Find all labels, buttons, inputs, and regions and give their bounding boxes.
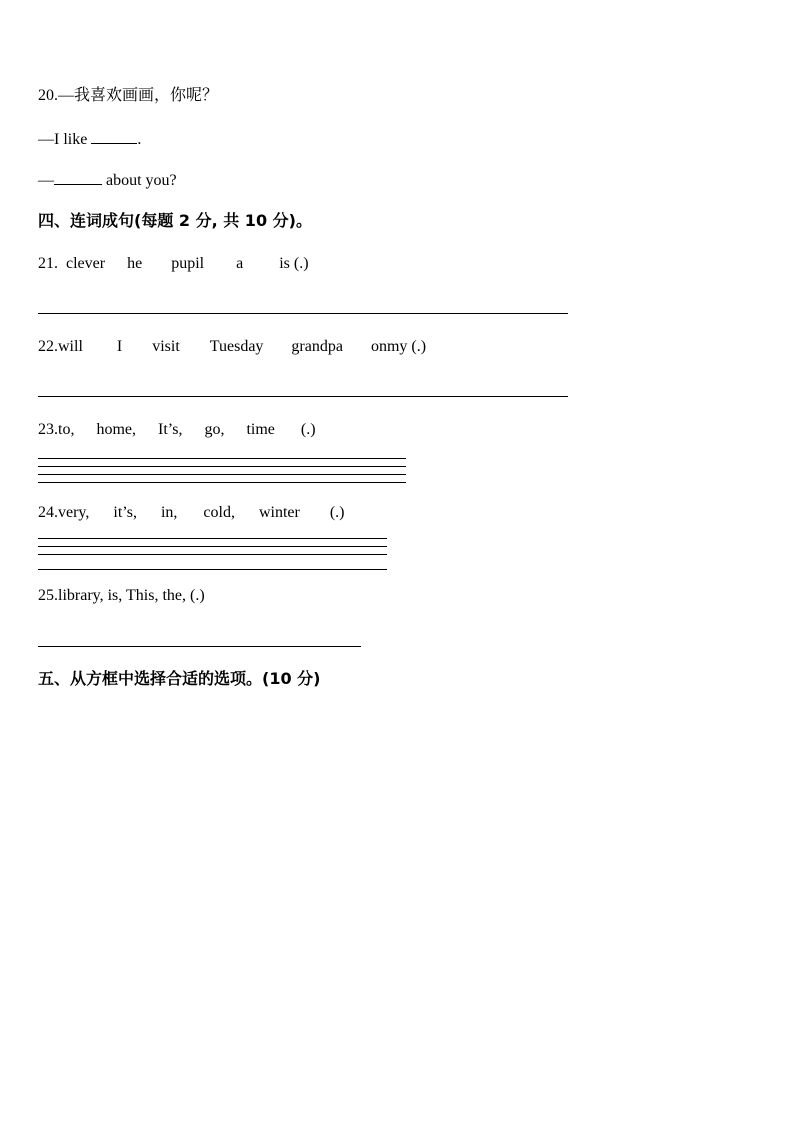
q20-prompt-text: 20.—我喜欢画画，你呢？ [38, 87, 219, 104]
q25-words [38, 586, 205, 606]
q23-answer-line[interactable] [38, 466, 406, 467]
q20-line1-suffix: . [137, 131, 142, 148]
q24-answer-line[interactable] [38, 554, 387, 555]
q23-word: go, [204, 421, 225, 438]
q24-answer-line[interactable] [38, 569, 387, 570]
q24-word: it’s, [113, 504, 137, 521]
q21-word: he [127, 255, 143, 272]
q21-word: is (.) [279, 255, 309, 272]
q22-number: 22. [38, 338, 58, 355]
q24-word: cold, [203, 504, 235, 521]
q25-answer-line[interactable] [38, 646, 361, 647]
q24-answer-line[interactable] [38, 546, 387, 547]
section-5-heading-text: 五、从方框中选择合适的选项。(10 分) [38, 669, 321, 688]
q20-line1 [38, 129, 141, 150]
q24-answer-line[interactable] [38, 538, 387, 539]
q20-prompt [38, 86, 218, 106]
q24-word: winter [258, 504, 300, 521]
q21-answer-line[interactable] [38, 313, 568, 314]
q20-line1-prefix: —I like [38, 131, 92, 148]
q23-answer-line[interactable] [38, 458, 406, 459]
q23-words [38, 420, 316, 440]
q23-answer-line[interactable] [38, 482, 406, 483]
q24-word: very, [58, 504, 90, 521]
q22-answer-line[interactable] [38, 396, 568, 397]
q23-number: 23. [38, 421, 58, 438]
q23-answer-line[interactable] [38, 474, 406, 475]
q20-line2-prefix: — [38, 172, 54, 189]
q23-word: time [246, 421, 275, 438]
q20-blank-1[interactable] [91, 129, 137, 144]
q21-word: a [236, 255, 244, 272]
q24-words [38, 503, 344, 523]
q22-word: will [58, 338, 83, 355]
q22-word: grandpa [291, 338, 343, 355]
section-4-heading-text: 四、连词成句(每题 2 分, 共 10 分)。 [38, 211, 312, 230]
q22-word: onmy (.) [370, 338, 427, 355]
q24-number: 24. [38, 504, 58, 521]
q24-word: in, [160, 504, 178, 521]
q25-words-text: library, is, This, the, (.) [58, 587, 205, 604]
q21-number: 21. [38, 255, 58, 272]
section-5-heading [38, 669, 320, 689]
q21-words [38, 254, 309, 274]
q20-blank-2[interactable] [54, 170, 102, 185]
q23-word: to, [58, 421, 75, 438]
q22-words [38, 337, 426, 357]
q20-line2-suffix: about you? [102, 172, 177, 189]
q21-word: clever [66, 255, 106, 272]
q23-word: It’s, [158, 421, 183, 438]
section-4-heading [38, 211, 312, 231]
q23-word: home, [96, 421, 136, 438]
q22-word: I [116, 338, 123, 355]
q22-word: visit [152, 338, 180, 355]
q24-word: (.) [329, 504, 345, 521]
q22-word: Tuesday [209, 338, 264, 355]
q21-word: pupil [171, 255, 205, 272]
q20-line2 [38, 170, 177, 191]
q23-word: (.) [300, 421, 316, 438]
q25-number: 25. [38, 587, 58, 604]
